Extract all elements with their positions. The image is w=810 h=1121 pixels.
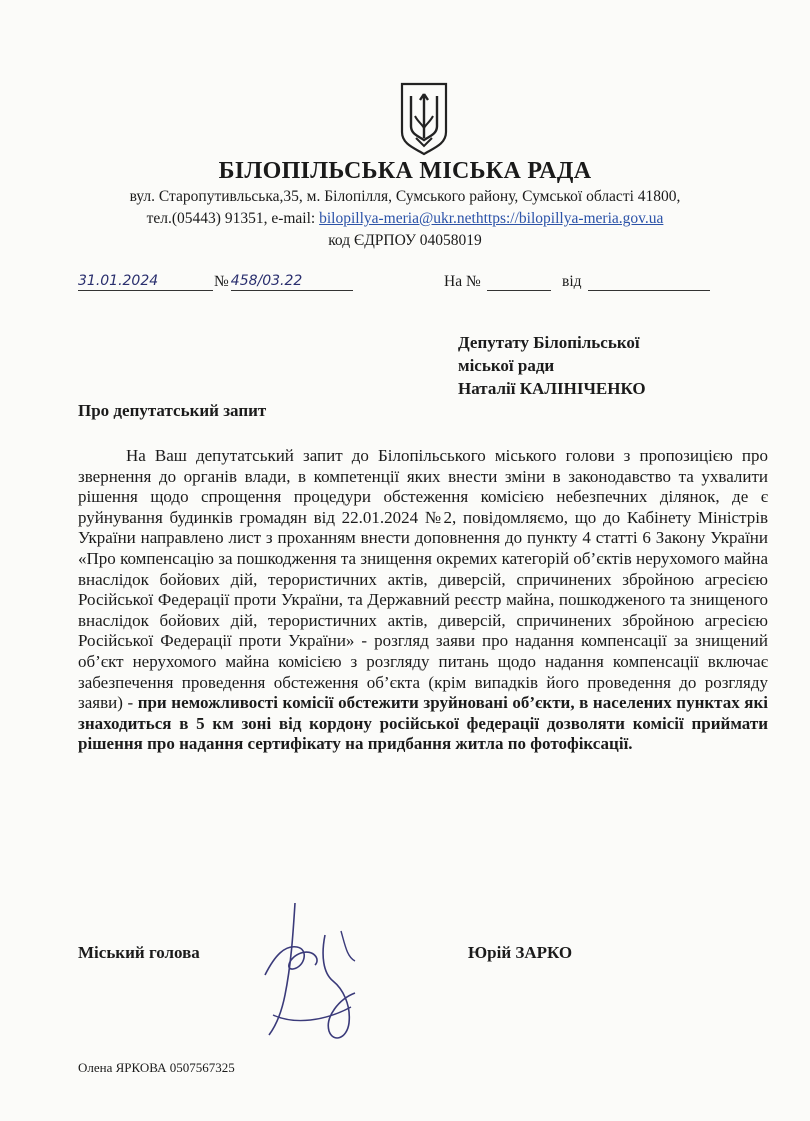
date-line (78, 272, 213, 291)
signatory-title: Міський голова (78, 943, 200, 962)
outgoing-number-field (214, 272, 353, 291)
reference-date-field (562, 272, 710, 291)
executor-contact: Олена ЯРКОВА 0507567325 (78, 1060, 235, 1075)
handwritten-number: 458/03.22 (230, 273, 303, 289)
org-address: вул. Старопутивльська,35, м. Білопілля, Сумського району, Сумської області 41800, (129, 188, 681, 205)
number-label: № (214, 273, 229, 290)
letter-subject: Про депутатський запит (78, 401, 267, 420)
ref-label: На № (444, 273, 481, 290)
handwritten-date: 31.01.2024 (78, 273, 159, 289)
from-label: від (562, 273, 582, 290)
recipient-line-3: Наталії КАЛІНІЧЕНКО (458, 379, 646, 398)
handwritten-signature-icon (255, 895, 405, 1045)
org-contacts (0, 210, 810, 228)
recipient-block (458, 331, 646, 400)
org-name: БІЛОПІЛЬСЬКА МІСЬКА РАДА (218, 158, 592, 184)
reference-number-field (444, 272, 551, 291)
from-line (588, 272, 710, 291)
number-line (231, 272, 353, 291)
outgoing-date-field (78, 272, 213, 291)
signatory-name: Юрій ЗАРКО (468, 943, 573, 962)
body-text-bold: при неможливості комісії обстежити зруйновані об’єкти, в населених пунктах які знаходиться в 5 км зоні від кордону російської федерації дозволяти комісії приймати рішення про надання сертифікату на придбання житла по фотофіксації. (78, 693, 769, 754)
recipient-line-1: Депутату Білопільської (458, 333, 640, 352)
body-text-main: На Ваш депутатський запит до Білопільського міського голови з пропозицією про звернення до органів влади, в компетенції яких внести зміни в законодавство та ухвалити рішення щодо спрощення процедури обстеження комісією небезпечних ділянок, де є руйнування будинків громадян від 22.01.2024 №2, повідомляємо, що до Кабінету Міністрів України направлено лист з проханням внести доповнення до пункту 4 статті 6 Закону України «Про компенсацію за пошкодження та знищення окремих категорій об’єктів нерухомого майна внаслідок бойових дій, терористичних актів, диверсій, спричинених збройною агресією Російської Федерації проти України, та Державний реєстр майна, пошкодженого та знищеного внаслідок бойових дій, терористичних актів, диверсій, спричинених збройною агресією Російської Федерації проти України» - розгляд заяви про надання компенсації за знищений об’єкт нерухомого майна комісією з розгляду питань щодо надання компенсації включає забезпечення проведення обстеження об’єкта (крім випадків його проведення до розгляду заяви) - (78, 446, 768, 713)
ref-line (487, 272, 551, 291)
recipient-line-2: міської ради (458, 356, 555, 375)
letter-body (78, 446, 768, 755)
tryzub-emblem-icon (398, 82, 450, 156)
org-edrpou: код ЄДРПОУ 04058019 (328, 232, 482, 249)
phone-email-label: тел.(05443) 91351, e-mail: (146, 210, 320, 227)
email-website-link[interactable]: bilopillya-meria@ukr.nethttps://bilopillya-meria.gov.ua (319, 210, 664, 227)
